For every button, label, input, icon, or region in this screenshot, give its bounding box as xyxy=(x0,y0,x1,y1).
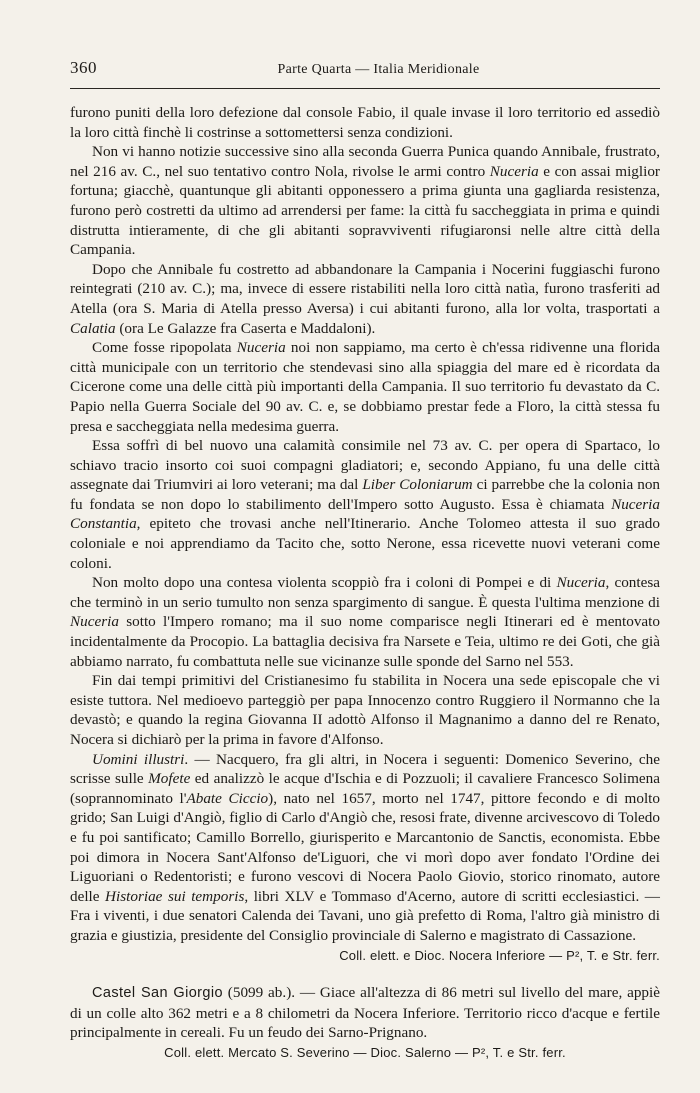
paragraph xyxy=(70,338,660,436)
text-run: Non vi hanno notizie successive sino alla seconda Guerra Punica quando Annibale, frustrato, nel 216 av. C., nel suo tentativo contro Nola, rivolse le armi contro xyxy=(70,143,660,180)
text-run: e con assai miglior fortuna; giacchè, quantunque gli abitanti opponessero a prima giunta una gagliarda resistenza, furono però costretti da ultimo ad arrendersi per fame: la città fu saccheggiata in prima e quindi distrutta intieramente, di che gli abitanti sopravviventi rifugiaronsi nelle altre città della Campania. xyxy=(70,162,660,259)
page-header xyxy=(70,58,660,78)
header-rule xyxy=(70,88,660,89)
italic-term: Abate Ciccio xyxy=(186,789,269,807)
paragraph xyxy=(70,671,660,749)
paragraph xyxy=(70,750,660,946)
text-run: ed analizzò le acque d'Ischia e di Pozzuoli; il cavaliere Francesco Solimena (soprannominato l' xyxy=(70,770,660,807)
italic-term: Calatia xyxy=(70,319,116,337)
paragraph xyxy=(70,436,660,573)
italic-term: Nuceria xyxy=(236,339,286,357)
text-run: , libri XLV e Tommaso d'Acerno, autore di scritti ecclesiastici. — Fra i viventi, i due senatori Calenda dei Tavani, uno già prefetto di Roma, l'altro già ministro di grazia e giustizia, presidente del Consiglio provinciale di Salerno e magistrato di Cassazione. xyxy=(70,887,660,944)
text-run: ci parrebbe che la colonia non fu fondata se non dopo lo stabilimento dell'Impero sotto Augusto. Essa è chiamata xyxy=(70,476,661,513)
italic-term: Liber Coloniarum xyxy=(362,476,473,494)
paragraph-list xyxy=(70,103,660,946)
page-number: 360 xyxy=(70,58,97,77)
text-run: Come fosse ripopolata xyxy=(92,339,237,357)
text-run: Dopo che Annibale fu costretto ad abbandonare la Campania i Nocerini fuggiaschi furono reintegrati (210 av. C.); ma, invece di essere ristabiliti nella loro città natìa, furono trasferiti ad Atella (ora S. Maria di Atella presso Aversa) i cui abitanti furono, alla lor volta, trasportati a xyxy=(70,260,660,317)
running-title: Parte Quarta — Italia Meridionale xyxy=(277,62,480,77)
italic-term: Nuceria xyxy=(70,613,119,631)
reference-castel: Coll. elett. Mercato S. Severino — Dioc. Salerno — P², T. e Str. ferr. xyxy=(164,1044,566,1060)
text-run: . — Nacquero, fra gli altri, in Nocera i seguenti: Domenico Severino, che scrisse sulle xyxy=(70,750,660,788)
body-text xyxy=(70,103,660,1063)
text-run: (ora Le Galazze fra Caserta e Maddaloni). xyxy=(115,319,376,337)
entry-castel-san-giorgio xyxy=(70,983,660,1043)
text-run: sotto l'Impero romano; ma il suo nome comparisce negli Itinerari ed è mentovato incidentalmente da Procopio. La battaglia decisiva fra Narsete e Teia, ultimo re dei Goti, che già abbiamo narrato, fu combattuta nelle sue vicinanze sulle sponde del Sarno nel 553. xyxy=(70,613,660,670)
text-run: noi non sappiamo, ma certo è ch'essa ridivenne una florida città municipale con un territorio che stendevasi sino alla spiaggia del mare ed è ricordata da Cicerone come una delle città più importanti della Campania. Il suo territorio fu devastato da C. Papio nella Guerra Sociale del 90 av. C. e, se dobbiamo prestar fede a Floro, la città stessa fu presa e saccheggiata nella medesima guerra. xyxy=(70,339,660,435)
text-run: Fin dai tempi primitivi del Cristianesimo fu stabilita in Nocera una sede episcopale che vi esiste tuttora. Nel medioevo parteggiò per papa Innocenzo contro Ruggiero il Normanno che la devastò; e quando la regina Giovanna II adottò Alfonso il Magnanimo a danno del re Renato, Nocera si dichiarò per la prima in favore d'Alfonso. xyxy=(70,672,660,748)
paragraph xyxy=(70,103,660,142)
italic-term: Uomini illustri xyxy=(92,750,185,768)
section-gap xyxy=(70,965,660,983)
text-run: furono puniti della loro defezione dal console Fabio, il quale invase il loro territorio ed assediò la loro città finchè li costrinse a sottomettersi senza condizioni. xyxy=(70,104,660,141)
text-run: , contesa che terminò in un serio tumulto non senza spargimento di sangue. È questa l'ultima menzione di xyxy=(70,574,660,611)
paragraph xyxy=(70,142,660,260)
text-run: Non molto dopo una contesa violenta scoppiò fra i coloni di Pompei e di xyxy=(92,574,557,592)
italic-term: Nuceria Constantia xyxy=(70,495,660,533)
italic-term: Historiae sui temporis xyxy=(105,887,245,905)
text-run: ), nato nel 1657, morto nel 1747, pittore fecondo e di molto grido; San Luigi d'Angiò, figlio di Carlo d'Angiò che, resosi frate, divenne arcivescovo di Toledo e fu poi santificato; Camillo Borrello, giurisperito e Marcantonio de Sanctis, economista. Ebbe poi dimora in Nocera Sant'Alfonso de'Liguori, che vi morì dopo aver fondato l'Ordine dei Liguoriani o Redentoristi; e furono vescovi di Nocera Paolo Giovio, storico rinomato, autore delle xyxy=(70,789,660,905)
paragraph xyxy=(70,260,660,338)
italic-term: Nuceria xyxy=(556,574,606,592)
italic-term: Mofete xyxy=(148,770,191,788)
text-run: , epiteto che trovasi anche nell'Itinerario. Anche Tolomeo attesta il suo grado coloniale e noi apprendiamo da Tacito che, sotto Nerone, essa ricevette nuovi veterani come coloni. xyxy=(70,515,660,572)
italic-term: Nuceria xyxy=(489,162,539,180)
text-run: Essa soffrì di bel nuovo una calamità consimile nel 73 av. C. per opera di Spartaco, lo schiavo tracio insorto coi suoi compagni gladiatori; e, secondo Appiano, fu una delle città assegnate dai Triumviri ai loro veterani; ma dal xyxy=(70,437,660,494)
entry-text: (5099 ab.). — Giace all'altezza di 86 metri sul livello del mare, appiè di un colle alto 362 metri e a 8 chilometri da Nocera Inferiore. Territorio ricco d'acque e fertile principalmente in cereali. Fu un feudo dei Sarno-Prignano. xyxy=(70,984,660,1042)
paragraph xyxy=(70,573,660,671)
entry-title: Castel San Giorgio xyxy=(92,985,223,1002)
reference-nocera: Coll. elett. e Dioc. Nocera Inferiore — P², T. e Str. ferr. xyxy=(339,947,660,963)
